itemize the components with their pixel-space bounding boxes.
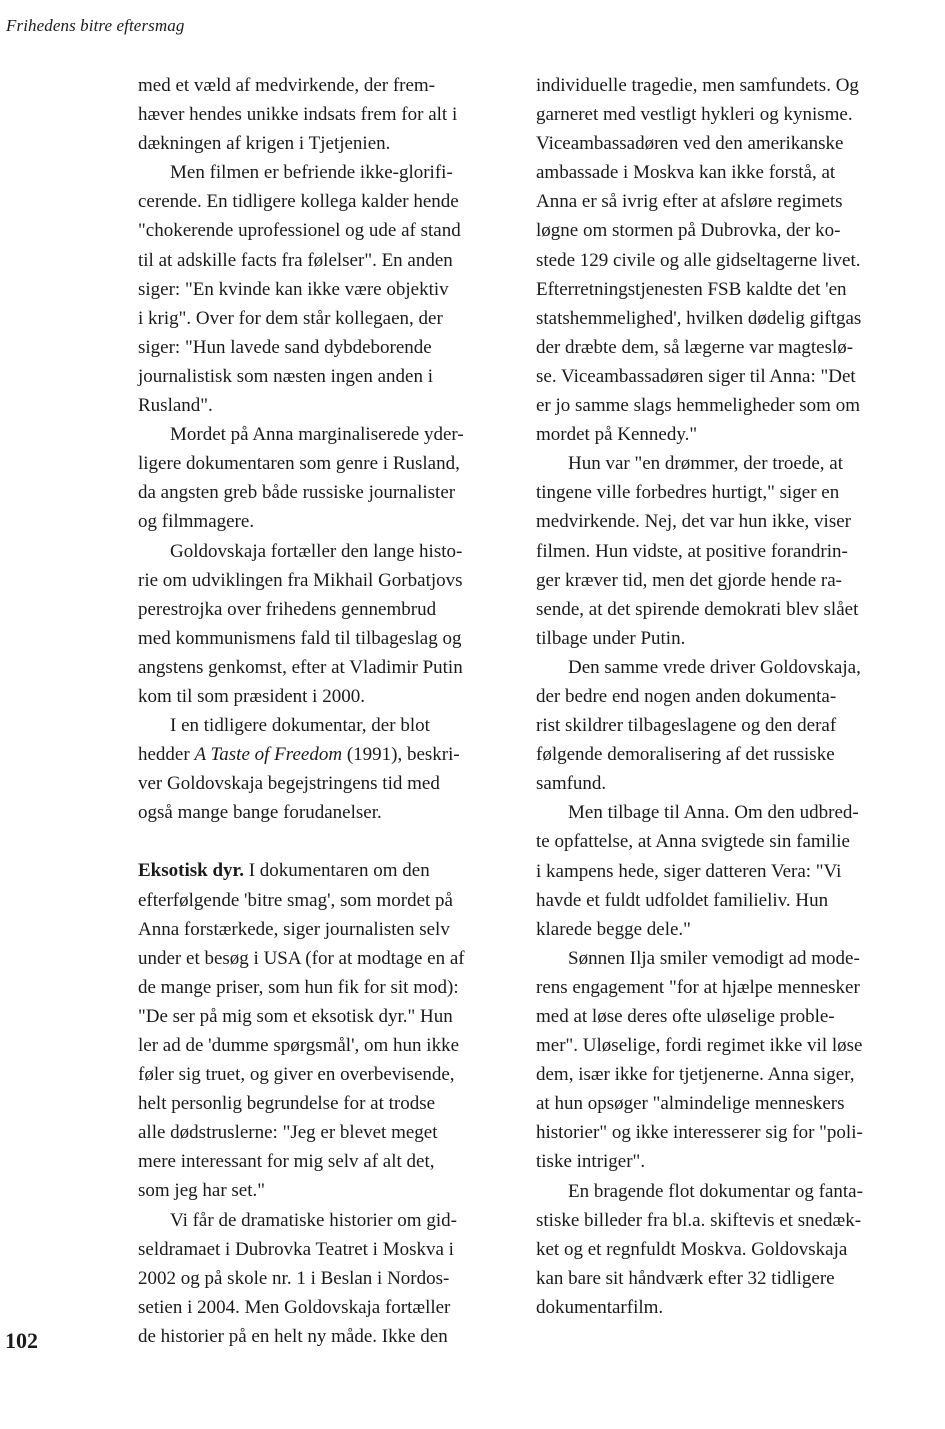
paragraph: Sønnen Ilja smiler vemodigt ad mode- rens engagement "for at hjælpe mennesker med at løse deres ofte uløselige proble- mer". Uløselige, fordi regimet ikke vil løse dem, især ikke for tjetjenerne. Anna siger, at hun opsøger "almindelige menneskers historier" og ikke interesserer sig for "poli- tiske intriger". xyxy=(536,947,863,1173)
right-column xyxy=(536,71,906,1322)
running-header: Frihedens bitre eftersmag xyxy=(6,16,185,35)
paragraph-text: I dokumentaren om den efterfølgende 'bitre smag', som mordet på Anna forstærkede, siger journalisten selv under et besøg i USA (for at modtage en af de mange priser, som hun fik for sit mod): "De ser på mig som et eksotisk dyr." Hun ler ad de 'dumme spørgsmål', om hun ikke føler sig truet, og giver en overbevisende, helt personlig begrundelse for at trodse alle dødstruslerne: "Jeg er blevet meget mere interessant for mig selv af alt det, som jeg har set." xyxy=(138,860,465,1202)
paragraph: Mordet på Anna marginaliserede yder- ligere dokumentaren som genre i Rusland, da angsten greb både russiske journalister og filmmagere. xyxy=(138,424,464,533)
paragraph: med et væld af medvirkende, der frem- hæver hendes unikke indsats frem for alt i dækningen af krigen i Tjetjenien. xyxy=(138,75,458,155)
paragraph: Men tilbage til Anna. Om den udbred- te opfattelse, at Anna svigtede sin familie i kampens hede, siger datteren Vera: "Vi havde et fuldt udfoldet familieliv. Hun klarede begge dele." xyxy=(536,802,859,940)
paragraph: individuelle tragedie, men samfundets. Og garneret med vestligt hykleri og kynisme. Viceambassadøren ved den amerikanske ambassade i Moskva kan ikke forstå, at Anna er så ivrig efter at afsløre regimets løgne om stormen på Dubrovka, der ko- stede 129 civile og alle gidseltagerne livet. Efterretningstjenesten FSB kaldte det 'en statshemmelighed', hvilken dødelig giftgas der dræbte dem, så lægerne var magteslø- se. Viceambassadøren siger til Anna: "Det er jo samme slags hemmeligheder som om mordet på Kennedy." xyxy=(536,75,862,446)
section-paragraph xyxy=(138,856,506,1205)
paragraph: Goldovskaja fortæller den lange histo- rie om udviklingen fra Mikhail Gorbatjovs perestrojka over frihedens gennembrud med kommunismens fald til tilbageslag og angstens genkomst, efter at Vladimir Putin kom til som præsident i 2000. xyxy=(138,540,463,707)
paragraph: En bragende flot dokumentar og fanta- stiske billeder fra bl.a. skiftevis et snedæk- ket og et regnfuldt Moskva. Goldovskaja kan bare sit håndværk efter 32 tidligere dokumentarfilm. xyxy=(536,1180,863,1318)
page-number: 102 xyxy=(5,1328,38,1353)
film-title: A Taste of Freedom xyxy=(194,744,343,766)
subheading: Eksotisk dyr. xyxy=(138,860,244,882)
paragraph-text: I en tidligere dokumentar, der blot hedder xyxy=(138,715,430,766)
paragraph: Den samme vrede driver Goldovskaja, der bedre end nogen anden dokumenta- rist skildrer tilbageslagene og den deraf følgende demoralisering af det russiske samfund. xyxy=(536,656,861,795)
paragraph-text: (1991), beskri- ver Goldovskaja begejstringens tid med også mange bange forudanelser. xyxy=(138,744,460,824)
paragraph-with-title xyxy=(138,711,506,827)
paragraph: Men filmen er befriende ikke-glorifi- cerende. En tidligere kollega kalder hende "chokerende uprofessionel og ude af stand til at adskille facts fra følelser". En anden siger: "En kvinde kan ikke være objektiv i krig". Over for dem står kollegaen, der siger: "Hun lavede sand dybdeborende journalistisk som næsten ingen anden i Rusland". xyxy=(138,162,461,417)
left-column xyxy=(138,71,506,1351)
paragraph: Hun var "en drømmer, der troede, at tingene ville forbedres hurtigt," siger en medvirkende. Nej, det var hun ikke, viser filmen. Hun vidste, at positive forandrin- ger kræver tid, men det gjorde hende ra- sende, at det spirende demokrati blev slået tilbage under Putin. xyxy=(536,453,859,649)
paragraph: Vi får de dramatiske historier om gid- seldramaet i Dubrovka Teatret i Moskva i 2002 og på skole nr. 1 i Beslan i Nordos- setien i 2004. Men Goldovskaja fortæller de historier på en helt ny måde. Ikke den xyxy=(138,1209,457,1347)
